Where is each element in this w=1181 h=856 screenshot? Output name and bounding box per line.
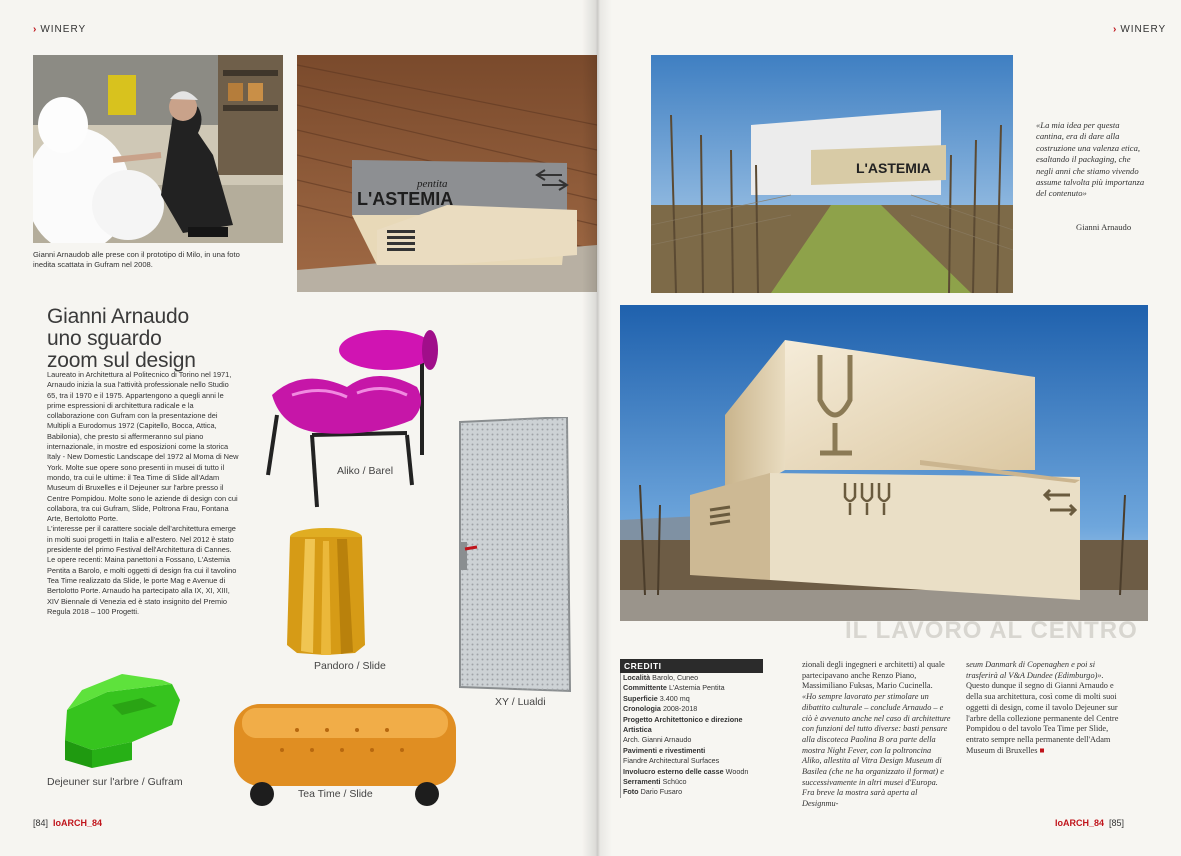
credit-value: Arch. Gianni Arnaudo <box>623 735 692 745</box>
photo-caption: Gianni Arnaudob alle prese con il prototipo di Milo, in una foto inedita scattata in Gufram nel 2008. <box>33 250 240 269</box>
credit-row <box>620 767 763 777</box>
winery-sign-text: L'ASTEMIA <box>856 160 931 176</box>
pull-quote: «La mia idea per questa cantina, era di dare alla costruzione una valenza etica, esaltando il packaging, che negli anni che stiamo vivendo assume talvolta più importanza del contenuto» <box>1036 120 1145 199</box>
section-label: WINERY <box>1120 24 1167 35</box>
article-column-3 <box>966 660 1126 756</box>
column-3-paragraph-2: Questo dunque il segno di Gianni Arnaudo e della sua architettura, così come di molti suoi oggetti di design, come il tavolo Dejeuner sur l'arbre della collezione permanente del Centre Pompidou o del tavolo Tea Time per Slide, entrato sempre nella permanente dell'Adam Museum di Bruxelles <box>966 681 1119 755</box>
brand-right: IoARCH_84 <box>1055 818 1105 828</box>
photo-winery-building <box>620 305 1148 621</box>
credits-box <box>620 659 763 798</box>
credit-label: Involucro esterno delle casse <box>623 766 724 776</box>
credit-label: Serramenti <box>623 777 661 787</box>
title-line-2: uno sguardo <box>47 327 162 351</box>
credit-row <box>620 704 763 714</box>
photo-winery-building-image <box>620 305 1148 621</box>
title-line-3: zoom sul design <box>47 349 196 373</box>
chevron-right-icon: › <box>1113 24 1118 35</box>
column-2-paragraph-3: Fra breve la mostra sarà aperta al Designmu- <box>802 788 918 809</box>
credit-label: Progetto Architettonico e direzione Artistica <box>623 714 743 735</box>
folio-left: [84] IoARCH_84 <box>33 818 103 828</box>
chevron-right-icon: › <box>33 24 38 35</box>
sign-text-astemia: L'ASTEMIA <box>357 189 454 209</box>
label-xy: XY / Lualdi <box>495 696 546 708</box>
sign-text-pentita: pentita <box>417 178 448 190</box>
product-pandoro <box>285 527 367 657</box>
credit-value: L'Astemia Pentita <box>668 683 725 693</box>
product-xy-door <box>455 417 573 695</box>
biography-paragraph-1: Laureato in Architettura al Politecnico di Torino nel 1971, Arnaudo inizia la sua l'attività professionale nello Studio 65, tra il 1970 e il 1975. Appartengono a quegli anni le prime espressioni di architettura radicale e la collaborazione con Gufram con la presentazione dei Multipli a Eurodomus 1972 (Capitello, Bocca, Attica, Babilonia), che presto si affermeranno sul piano internazionale, in mostre ed esposizioni come la storica Italy - New Domestic Landscape del 1972 al Moma di New York. Molte sue opere sono presenti in musei di tutto il mondo, tra cui le ultime: il Tea Time di Slide all'Adam Museum di Bruxelles e il Dejeuner sur l'arbre presso il Centre Pompidou. Molte sono le aziende di design con cui collabora, tra cui Gufram, Slide, Poltrona Frau, Fontana Arte, Bertolotto Porte. <box>47 370 239 524</box>
biography-text <box>47 370 240 617</box>
credit-row <box>620 683 763 693</box>
credit-row <box>620 715 763 746</box>
credit-label: Pavimenti e rivestimenti <box>623 745 706 755</box>
label-pandoro: Pandoro / Slide <box>314 660 386 672</box>
label-tea-time: Tea Time / Slide <box>298 788 373 800</box>
pandoro-image <box>285 527 367 657</box>
credit-row <box>620 694 763 704</box>
credit-row <box>620 746 763 767</box>
title-line-1: Gianni Arnaudo <box>47 305 189 329</box>
dejeuner-image <box>62 670 182 770</box>
column-2-paragraph-1: zionali degli ingegneri e architetti) al quale partecipavano anche Renzo Piano, Massimiliano Fuksas, Mario Cucinella. <box>802 660 945 691</box>
credit-value: 2008-2018 <box>662 704 698 714</box>
credit-label: Cronologia <box>623 704 661 714</box>
photo-designer-prototype-image <box>33 55 283 243</box>
product-dejeuner <box>62 670 182 770</box>
page-number-left: 84 <box>35 818 46 828</box>
credit-label: Committente <box>623 683 667 693</box>
credit-label: Località <box>623 673 651 682</box>
credit-value: 3.400 mq <box>659 693 690 703</box>
credit-value: Dario Fusaro <box>640 787 683 797</box>
folio-right: IoARCH_84 [85] <box>1055 818 1125 828</box>
biography-paragraph-2: L'interesse per il carattere sociale dell'architettura emerge in molti suoi progetti in Italia e all'estero. Nel 2012 è stato presidente del primo Festival dell'Architettura di Cannes. <box>47 524 236 555</box>
quote-author: Gianni Arnaudo <box>1076 222 1132 232</box>
credit-value: Barolo, Cuneo <box>652 673 699 682</box>
credit-label: Foto <box>623 787 639 797</box>
photo-winery-vineyard <box>651 55 1013 293</box>
label-aliko: Aliko / Barel <box>337 465 394 477</box>
biography-paragraph-3: Le opere recenti: Maina panettoni a Fossano, L'Astemia Pentita a Barolo, e molti oggetti di design fra cui il tavolino Tea Time realizzato da Slide, le porte Mag e Avenue di Bertolotto Porte. Arnaudo ha partecipato alla IX, XI, XIII, XIV Biennale di Venezia ed è stato insignito del Premio Regula 2018 – 100 Progetti. <box>47 555 237 616</box>
credit-row <box>620 673 763 683</box>
aliko-chair-image <box>262 325 442 510</box>
label-dejeuner: Dejeuner sur l'arbre / Gufram <box>47 776 183 788</box>
column-2-paragraph-2: «Ho sempre lavorato per stimolare un dibattito culturale – conclude Arnaudo – e ciò è avvenuto anche nel caso di architetture con funzioni del tutto diverse: basti pensare alla discoteca Paolina B ora parte della mostra Night Fever, con la poltroncina Aliko, allestita al Vitra Design Museum di Basilea (che ne ha organizzato il format) e successivamente in altri musei d'Europa. <box>802 692 951 787</box>
section-label: WINERY <box>40 24 87 35</box>
article-column-2 <box>802 660 952 810</box>
credit-row <box>620 777 763 787</box>
article-title <box>47 306 267 372</box>
page-number-right: 85 <box>1111 818 1122 828</box>
background-watermark-text: IL LAVORO AL CENTRO <box>845 617 1138 644</box>
photo-winery-sign-image <box>297 55 597 292</box>
photo-winery-vineyard-image <box>651 55 1013 293</box>
product-aliko-chair <box>262 325 442 510</box>
credits-title: CREDITI <box>620 659 763 673</box>
photo-winery-sign <box>297 55 597 292</box>
photo-designer-prototype <box>33 55 283 243</box>
column-3-paragraph-1: seum Danmark di Copenaghen e poi si trasferirà al V&A Dundee (Edimburgo)». <box>966 660 1104 680</box>
xy-door-image <box>455 417 573 695</box>
credit-row <box>620 787 763 797</box>
section-tag-right <box>1113 24 1166 35</box>
credit-value: Schüco <box>662 777 687 787</box>
credit-label: Superficie <box>623 693 658 703</box>
section-tag-left <box>33 24 86 35</box>
credit-value: Woodn <box>725 766 749 776</box>
end-mark-icon: ■ <box>1039 745 1045 755</box>
brand-left: IoARCH_84 <box>53 818 103 828</box>
credit-value: Fiandre Architectural Surfaces <box>623 756 720 766</box>
